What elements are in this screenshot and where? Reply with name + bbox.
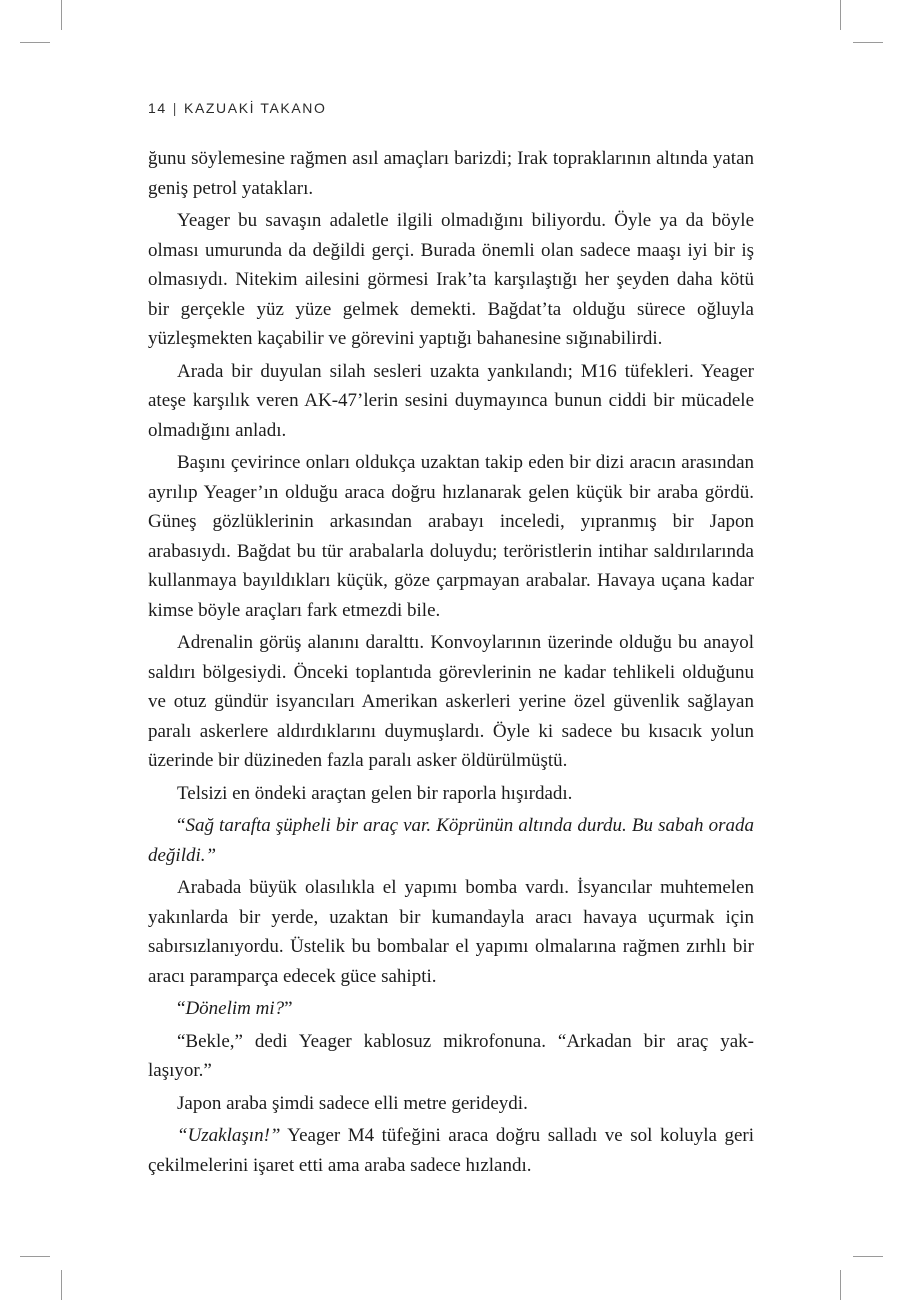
crop-mark-bottom-left-vertical	[61, 1270, 62, 1300]
paragraph	[148, 1121, 754, 1180]
crop-mark-bottom-right-horizontal	[853, 1256, 883, 1257]
text-run: Yeager bu savaşın adaletle ilgili olmadığını biliyordu. Öyle ya da böyle olması umurunda da değildi gerçi. Burada önemli olan sadece maaşı iyi bir iş olmasıydı. Nitekim ailesini görmesi Irak’ta karşılaştığı her şeyden daha kötü bir gerçekle yüz yüze gelmek demekti. Bağdat’ta olduğu sürece oğluyla yüzleşmekten kaçabilir ve görevini yaptığı bahanesine sığınabilirdi.	[148, 210, 754, 349]
paragraph	[148, 628, 754, 776]
text-run: ğunu söylemesine rağmen asıl amaçları barizdi; Irak topraklarının altında yatan geniş petrol yatakları.	[148, 148, 754, 199]
paragraph	[148, 448, 754, 625]
italic-text: Dönelim mi?	[185, 998, 285, 1019]
paragraph	[148, 357, 754, 446]
text-run: “Bekle,” dedi Yeager kablosuz mikrofonuna. “Arkadan bir araç yaklaşıyor.”	[148, 1030, 754, 1081]
page-number: 14	[148, 100, 167, 116]
crop-mark-top-left-horizontal	[20, 42, 50, 43]
paragraph	[148, 1089, 754, 1119]
paragraph	[148, 779, 754, 809]
paragraph	[148, 144, 754, 203]
text-run: Arada bir duyulan silah sesleri uzakta yankılandı; M16 tüfekleri. Yeager ateşe karşılık veren AK-47’lerin sesini duymayınca bunun ciddi bir mücadele olmadığını anladı.	[148, 360, 754, 441]
text-run: Japon araba şimdi sadece elli metre gerideydi.	[177, 1092, 528, 1114]
text-run: Yeager M4 tüfeğini araca doğru salladı ve sol koluyla geri çekilmelerini işaret etti ama araba sadece hızlandı.	[148, 1125, 754, 1176]
crop-mark-top-right-horizontal	[853, 42, 883, 43]
body-text	[148, 144, 754, 1183]
running-head	[148, 100, 327, 116]
text-run: “	[177, 815, 186, 836]
text-run: ”	[284, 998, 293, 1019]
paragraph	[148, 994, 754, 1024]
crop-mark-bottom-right-vertical	[840, 1270, 841, 1300]
paragraph	[148, 1027, 754, 1086]
paragraph	[148, 206, 754, 354]
paragraph	[148, 873, 754, 991]
paragraph	[148, 811, 754, 870]
crop-mark-bottom-left-horizontal	[20, 1256, 50, 1257]
crop-mark-top-left-vertical	[61, 0, 62, 30]
crop-mark-top-right-vertical	[840, 0, 841, 30]
text-run: Adrenalin görüş alanını daralttı. Konvoylarının üzerinde olduğu bu anayol saldırı bölgesiydi. Önceki toplantıda görevlerinin ne kadar tehlikeli olduğunu ve otuz gündür isyancıları Amerikan askerleri yerine özel güvenlik sağlayan paralı askerlere aldırdıklarını duymuşlardı. Öyle ki sadece bu kısacık yolun üzerinde bir düzineden fazla paralı asker öldürülmüştü.	[148, 632, 754, 771]
author-name: KAZUAKİ TAKANO	[184, 100, 327, 116]
italic-text: “Uzaklaşın!”	[177, 1125, 281, 1146]
text-run: Telsizi en öndeki araçtan gelen bir raporla hışırdadı.	[177, 782, 573, 804]
text-run: “	[177, 998, 186, 1019]
header-separator: |	[172, 100, 179, 116]
text-run: Arabada büyük olasılıkla el yapımı bomba vardı. İsyancılar muhtemelen yakınlarda bir yerde, uzaktan bir kumandayla aracı havaya uçurmak için sabırsızlanıyordu. Üstelik bu bombalar el yapımı olmalarına rağmen zırhlı bir aracı paramparça edecek güce sahipti.	[148, 877, 754, 987]
italic-text: Sağ tarafta şüpheli bir araç var. Köprünün altında durdu. Bu sabah orada değildi.”	[148, 815, 754, 866]
text-run: Başını çevirince onları oldukça uzaktan takip eden bir dizi aracın arasından ayrılıp Yeager’ın olduğu araca doğru hızlanarak gelen küçük bir araba gördü. Güneş gözlüklerinin arkasından arabayı inceledi, yıpranmış bir Japon arabasıydı. Bağdat bu tür arabalarla doluydu; teröristlerin intihar saldırılarında kullanmaya bayıldıkları küçük, göze çarpmayan arabalar. Havaya uçana kadar kimse böyle araçları fark etmezdi bile.	[148, 452, 754, 621]
